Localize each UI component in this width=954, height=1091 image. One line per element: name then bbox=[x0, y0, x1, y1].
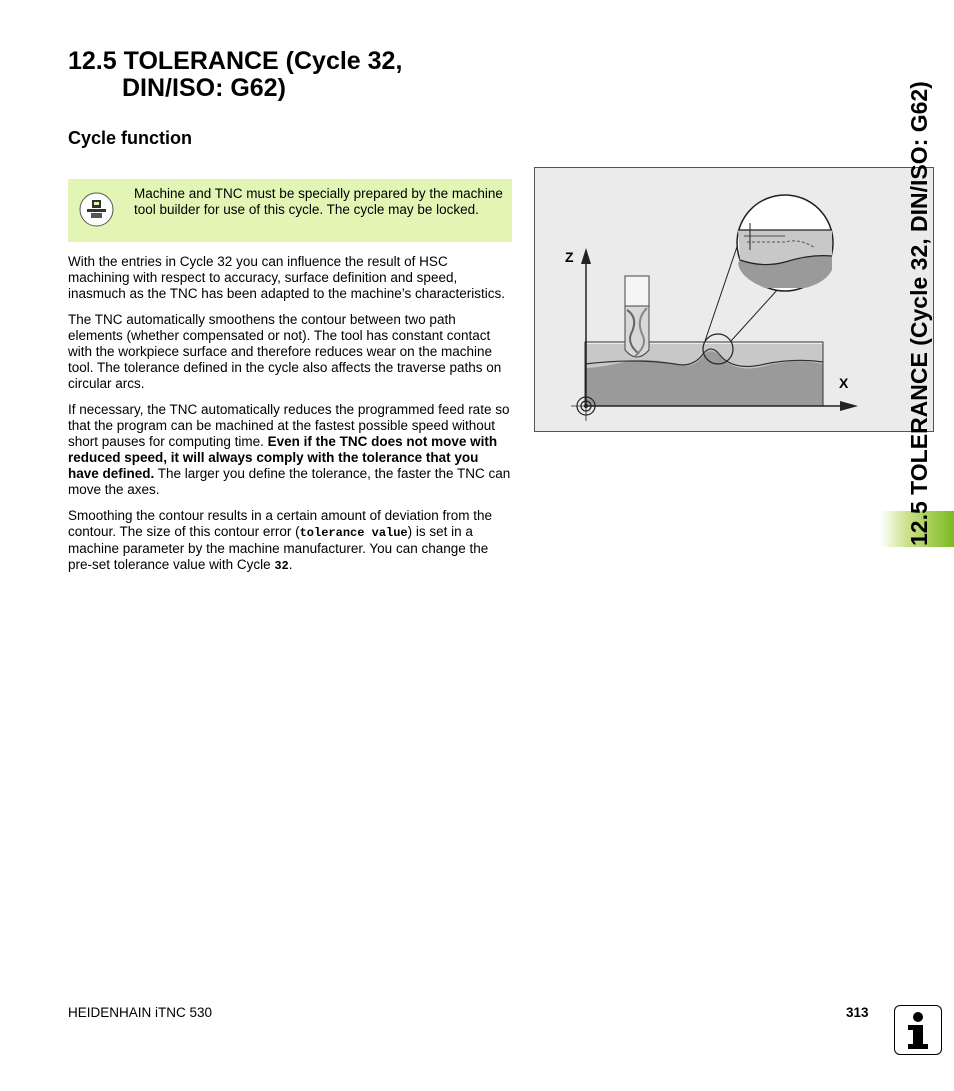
paragraph-3: If necessary, the TNC automatically reduces the programmed feed rate so that the program can be machined at the fastest possible speed without short pauses for computing time. Even if the TNC does not move with reduced speed, it will always comply with the tolerance that you have defined. The larger you define the tolerance, the faster the TNC can move the axes. bbox=[68, 402, 511, 497]
tolerance-value-code: tolerance value bbox=[299, 526, 408, 540]
milling-tool bbox=[625, 276, 649, 357]
illustration-svg bbox=[535, 168, 935, 433]
tolerance-illustration bbox=[534, 167, 934, 432]
paragraph-1: With the entries in Cycle 32 you can influence the result of HSC machining with respect to accuracy, surface definition and speed, inasmuch as the TNC has been adapted to the machine’s characteristics. bbox=[68, 254, 505, 301]
title-line1: TOLERANCE (Cycle 32, bbox=[123, 47, 403, 75]
footer-product: HEIDENHAIN iTNC 530 bbox=[68, 1005, 213, 1020]
cycle-number-code: 32 bbox=[274, 559, 289, 573]
leader-line-right bbox=[731, 288, 779, 341]
x-axis-label: X bbox=[839, 375, 849, 391]
paragraph-4: Smoothing the contour results in a certain amount of deviation from the contour. The size of this contour error (tolerance value) is set in a machine parameter by the machine manufacturer. You can change the pre-set tolerance value with Cycle 32. bbox=[68, 508, 492, 573]
leader-line-left bbox=[705, 238, 740, 341]
z-axis-label: Z bbox=[565, 249, 574, 265]
page-title bbox=[68, 48, 528, 102]
note-text: Machine and TNC must be specially prepared by the machine tool builder for use of this cycle. The cycle may be locked. bbox=[134, 186, 503, 217]
info-icon bbox=[894, 1005, 942, 1055]
body-text bbox=[68, 254, 512, 584]
section-heading: Cycle function bbox=[68, 128, 193, 148]
emphasis-text: Even if the TNC does not move with reduced speed, it will always comply with the tolerance that you have defined. bbox=[68, 434, 498, 481]
machine-note-box bbox=[68, 179, 512, 242]
machine-icon bbox=[79, 192, 114, 227]
detail-magnifier bbox=[737, 195, 833, 291]
page-number: 313 bbox=[846, 1005, 869, 1020]
paragraph-2: The TNC automatically smoothens the contour between two path elements (whether compensated or not). The tool has constant contact with the workpiece surface and therefore reduces wear on the machine tool. The tolerance defined in the cycle also affects the traverse paths on circular arcs. bbox=[68, 312, 502, 391]
info-glyph bbox=[895, 1006, 940, 1053]
title-number: 12.5 bbox=[68, 47, 117, 75]
title-line2: DIN/ISO: G62) bbox=[122, 74, 286, 102]
